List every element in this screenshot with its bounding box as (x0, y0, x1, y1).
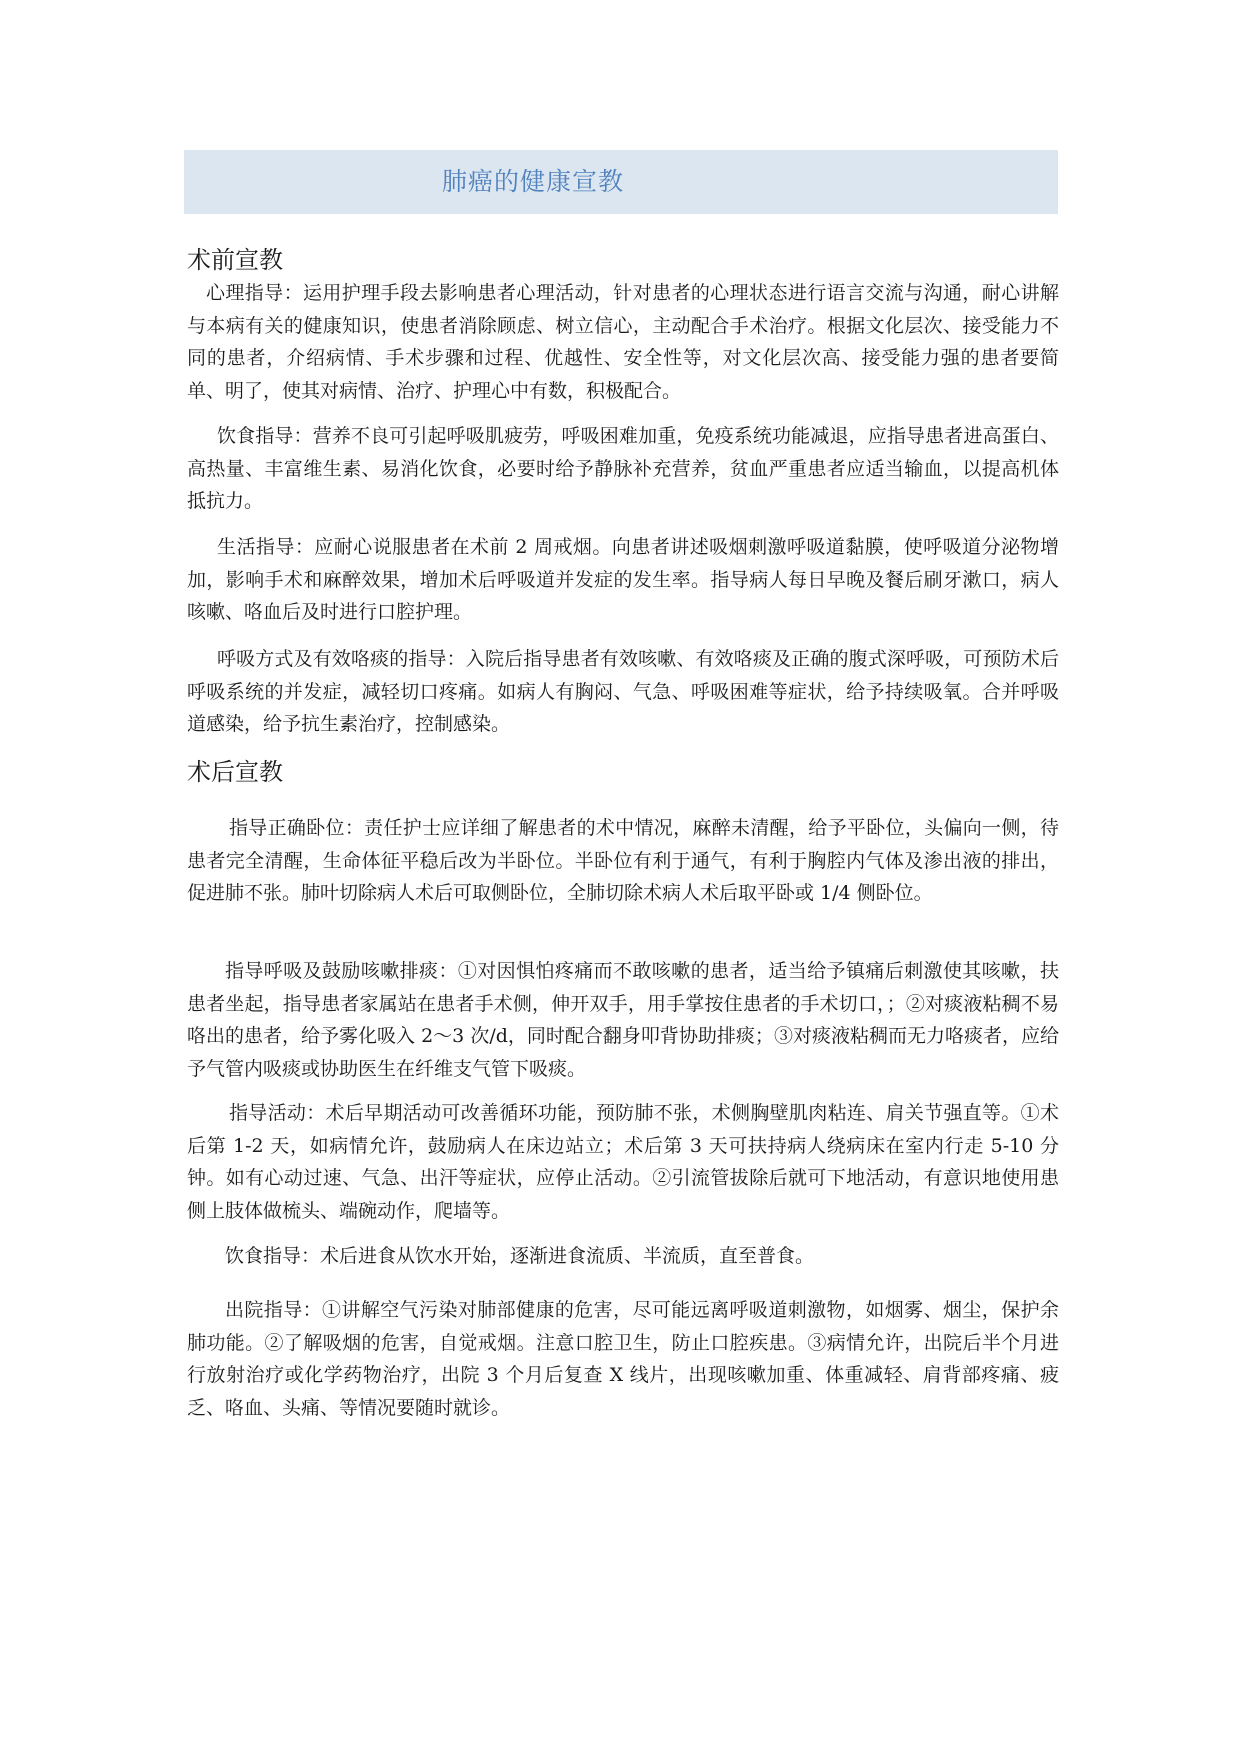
paragraph-discharge-guidance: 出院指导：①讲解空气污染对肺部健康的危害，尽可能远离呼吸道刺激物，如烟雾、烟尘，保护余肺功能。②了解吸烟的危害，自觉戒烟。注意口腔卫生，防止口腔疾患。③病情允许，出院后半个月进行放射治疗或化学药物治疗，出院 3 个月后复查 X 线片，出现咳嗽加重、体重减轻、肩背部疼痛、疲乏、咯血、头痛、等情况要随时就诊。 (187, 1299, 1059, 1419)
section-heading-postop: 术后宣教 (187, 758, 283, 786)
paragraph-cough-guidance: 指导呼吸及鼓励咳嗽排痰：①对因惧怕疼痛而不敢咳嗽的患者，适当给予镇痛后刺激使其咳嗽，扶患者坐起，指导患者家属站在患者手术侧，伸开双手，用手掌按住患者的手术切口，；②对痰液粘稠不易咯出的患者，给予雾化吸入 2～3 次/d，同时配合翻身叩背协助排痰；③对痰液粘稠而无力咯痰者，应给予气管内吸痰或协助医生在纤维支气管下吸痰。 (187, 960, 1059, 1080)
document-title: 肺癌的健康宣教 (442, 167, 625, 196)
paragraph-psych-guidance: 心理指导：运用护理手段去影响患者心理活动，针对患者的心理状态进行语言交流与沟通，耐心讲解与本病有关的健康知识，使患者消除顾虑、树立信心，主动配合手术治疗。根据文化层次、接受能力不同的患者，介绍病情、手术步骤和过程、优越性、安全性等，对文化层次高、接受能力强的患者要简单、明了，使其对病情、治疗、护理心中有数，积极配合。 (187, 282, 1059, 402)
paragraph-position-guidance: 指导正确卧位：责任护士应详细了解患者的术中情况，麻醉未清醒，给予平卧位，头偏向一侧，待患者完全清醒，生命体征平稳后改为半卧位。半卧位有利于通气，有利于胸腔内气体及渗出液的排出，促进肺不张。肺叶切除病人术后可取侧卧位，全肺切除术病人术后取平卧或 1/4 侧卧位。 (187, 817, 1059, 904)
paragraph-diet-guidance-preop: 饮食指导：营养不良可引起呼吸肌疲劳，呼吸困难加重，免疫系统功能减退，应指导患者进高蛋白、高热量、丰富维生素、易消化饮食，必要时给予静脉补充营养，贫血严重患者应适当输血，以提高机体抵抗力。 (187, 425, 1059, 512)
section-heading-preop: 术前宣教 (187, 246, 283, 274)
paragraph-diet-guidance-postop: 饮食指导：术后进食从饮水开始，逐渐进食流质、半流质，直至普食。 (225, 1245, 815, 1267)
paragraph-breathing-guidance: 呼吸方式及有效咯痰的指导：入院后指导患者有效咳嗽、有效咯痰及正确的腹式深呼吸，可预防术后呼吸系统的并发症，减轻切口疼痛。如病人有胸闷、气急、呼吸困难等症状，给予持续吸氧。合并呼吸道感染，给予抗生素治疗，控制感染。 (187, 648, 1059, 735)
paragraph-activity-guidance: 指导活动：术后早期活动可改善循环功能，预防肺不张，术侧胸壁肌肉粘连、肩关节强直等。①术后第 1-2 天，如病情允许，鼓励病人在床边站立；术后第 3 天可扶持病人绕病床在室内行走 5-10 分钟。如有心动过速、气急、出汗等症状，应停止活动。②引流管拔除后就可下地活动，有意识地使用患侧上肢体做梳头、端碗动作，爬墙等。 (187, 1102, 1059, 1222)
paragraph-life-guidance: 生活指导：应耐心说服患者在术前 2 周戒烟。向患者讲述吸烟刺激呼吸道黏膜，使呼吸道分泌物增加，影响手术和麻醉效果，增加术后呼吸道并发症的发生率。指导病人每日早晚及餐后刷牙漱口，病人咳嗽、咯血后及时进行口腔护理。 (187, 536, 1059, 623)
title-banner (184, 150, 1058, 214)
